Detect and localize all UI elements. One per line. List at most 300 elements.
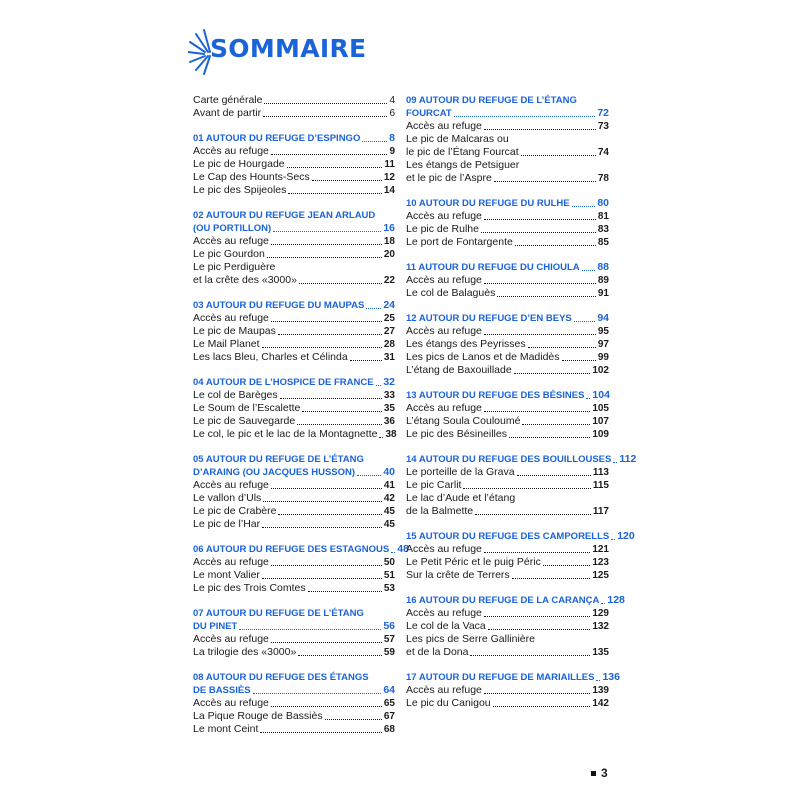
toc-entry[interactable] [406, 274, 609, 287]
toc-entry[interactable] [406, 697, 609, 710]
chapter-heading[interactable] [193, 684, 395, 697]
entry-title: Accès au refuge [193, 633, 269, 645]
dot-leader [493, 706, 591, 707]
entry-title: Le col, le pic et le lac de la Montagnette [193, 428, 378, 440]
toc-entry[interactable] [406, 543, 609, 556]
page-ref: 22 [383, 275, 395, 286]
entry-title: L’étang Soula Couloumé [406, 415, 521, 427]
entry-title: 11 AUTOUR DU REFUGE DU CHIOULA [406, 262, 580, 273]
toc-section [193, 543, 409, 595]
entry-title: Le Mail Planet [193, 338, 260, 350]
chapter-heading[interactable] [193, 222, 395, 235]
toc-entry-line: Le pic de Malcaras ou [406, 133, 509, 145]
dot-leader [488, 629, 591, 630]
entry-title: 06 AUTOUR DU REFUGE DES ESTAGNOUS [193, 544, 390, 555]
page-ref: 31 [383, 352, 395, 363]
dot-leader [509, 437, 590, 438]
entry-title: et la crête des «3000» [193, 274, 297, 286]
dot-leader [271, 706, 382, 707]
entry-title: Le mont Ceint [193, 723, 259, 735]
dot-leader [572, 206, 596, 207]
page-ref: 78 [597, 173, 609, 184]
dot-leader [262, 347, 382, 348]
toc-entry[interactable] [193, 107, 395, 120]
entry-title: Les étangs des Peyrisses [406, 338, 526, 350]
toc-entry[interactable] [193, 402, 395, 415]
chapter-heading[interactable] [193, 620, 395, 633]
page-ref: 65 [383, 698, 395, 709]
entry-title: Le pic des Spijeoles [193, 184, 287, 196]
toc-section [406, 94, 609, 185]
toc-entry-line: Le lac d’Aude et l’étang [406, 492, 516, 504]
toc-entry[interactable] [406, 364, 609, 377]
toc-entry[interactable] [193, 158, 395, 171]
dot-leader [264, 103, 387, 104]
page-ref: 6 [389, 108, 395, 119]
page-ref: 83 [597, 224, 609, 235]
dot-leader [350, 360, 382, 361]
dot-leader [596, 680, 600, 681]
page-ref: 89 [597, 275, 609, 286]
toc-entry[interactable] [193, 235, 395, 248]
page-ref: 25 [383, 313, 395, 324]
page-ref: 132 [592, 621, 609, 632]
dot-leader [271, 565, 382, 566]
page-ref: 8 [389, 132, 395, 144]
page-footer [591, 766, 608, 780]
page-ref: 51 [383, 570, 395, 581]
page-ref: 109 [592, 429, 609, 440]
toc-entry[interactable] [193, 248, 395, 261]
chapter-heading[interactable] [193, 376, 395, 389]
page-ref: 68 [383, 724, 395, 735]
entry-title: Le Cap des Hounts-Secs [193, 171, 310, 183]
toc-entry[interactable] [193, 492, 395, 505]
toc-entry[interactable] [406, 607, 609, 620]
page-ref: 107 [592, 416, 609, 427]
page-ref: 142 [592, 698, 609, 709]
page-ref: 112 [619, 453, 637, 465]
toc-entry[interactable] [406, 338, 609, 351]
dot-leader [280, 398, 382, 399]
entry-title: Le pic Gourdon [193, 248, 265, 260]
entry-title: et le pic de l’Aspre [406, 172, 492, 184]
entry-title: La Pique Rouge de Bassiès [193, 710, 323, 722]
dot-leader [263, 116, 387, 117]
dot-leader [528, 347, 596, 348]
page-ref: 40 [383, 466, 395, 478]
toc-entry[interactable] [193, 697, 395, 710]
toc-entry[interactable] [406, 325, 609, 338]
toc-entry[interactable] [193, 428, 395, 441]
page-ref: 105 [592, 403, 609, 414]
entry-title: Accès au refuge [406, 607, 482, 619]
page-ref: 24 [383, 299, 395, 311]
entry-title: Le col de Balaguès [406, 287, 496, 299]
entry-title: Accès au refuge [406, 210, 482, 222]
toc-entry[interactable] [406, 415, 609, 428]
toc-entry[interactable] [193, 274, 395, 287]
entry-title: Le pic de Rulhe [406, 223, 479, 235]
toc-entry[interactable] [406, 466, 609, 479]
chapter-heading[interactable] [406, 312, 609, 325]
dot-leader [463, 488, 590, 489]
dot-leader [253, 693, 382, 694]
dot-leader [574, 321, 596, 322]
page-ref: 53 [383, 583, 395, 594]
toc-entry[interactable] [406, 146, 609, 159]
page-marker-icon [591, 771, 596, 776]
chapter-heading[interactable] [406, 530, 635, 543]
toc-entry[interactable] [406, 236, 609, 249]
toc-section [193, 607, 395, 659]
toc-entry[interactable] [193, 94, 395, 107]
chapter-title-line: 02 AUTOUR DU REFUGE JEAN ARLAUD [193, 210, 376, 221]
toc-entry-line: Les étangs de Petsiguer [406, 159, 520, 171]
entry-title: et de la Dona [406, 646, 469, 658]
toc-section [193, 671, 395, 736]
dot-leader [271, 154, 388, 155]
entry-title: Le vallon d’Uls [193, 492, 262, 504]
entry-title: 13 AUTOUR DU REFUGE DES BÉSINES [406, 390, 585, 401]
toc-entry[interactable] [406, 428, 609, 441]
entry-title: 04 AUTOUR DE L’HOSPICE DE FRANCE [193, 377, 374, 388]
toc-entry[interactable] [193, 389, 395, 402]
page-header [188, 28, 448, 76]
entry-title: Les lacs Bleu, Charles et Célinda [193, 351, 348, 363]
dot-leader [308, 591, 382, 592]
dot-leader [239, 629, 381, 630]
entry-title: Le pic Carlit [406, 479, 462, 491]
dot-leader [517, 475, 591, 476]
toc-entry[interactable] [193, 518, 395, 531]
page-number: 3 [601, 766, 608, 780]
page-ref: 120 [617, 530, 635, 542]
page-ref: 74 [597, 147, 609, 158]
entry-title: FOURCAT [406, 108, 452, 119]
page-ref: 129 [592, 608, 609, 619]
dot-leader [376, 385, 382, 386]
entry-title: Accès au refuge [193, 697, 269, 709]
toc-entry[interactable] [406, 172, 609, 185]
toc-entry[interactable] [406, 402, 609, 415]
toc-section [193, 94, 395, 120]
entry-title: Les pics de Lanos et de Madidès [406, 351, 560, 363]
entry-title: 16 AUTOUR DU REFUGE DE LA CARANÇA [406, 595, 600, 606]
page-ref: 104 [592, 389, 610, 401]
page-ref: 18 [383, 236, 395, 247]
toc-entry[interactable] [406, 684, 609, 697]
dot-leader [271, 321, 382, 322]
toc-entry[interactable] [193, 582, 395, 595]
page-ref: 128 [607, 594, 625, 606]
toc-entry[interactable] [193, 710, 395, 723]
dot-leader [302, 411, 381, 412]
page-ref: 50 [383, 557, 395, 568]
page-ref: 9 [389, 146, 395, 157]
dot-leader [297, 424, 382, 425]
page-ref: 11 [384, 159, 395, 170]
dot-leader [366, 308, 381, 309]
toc-entry[interactable] [193, 415, 395, 428]
page-title: SOMMAIRE [210, 34, 367, 63]
toc-section [406, 312, 609, 377]
toc-entry-line: Les pics de Serre Gallinière [406, 633, 535, 645]
dot-leader [481, 232, 596, 233]
chapter-title-line: 08 AUTOUR DU REFUGE DES ÉTANGS [193, 672, 369, 683]
entry-title: 12 AUTOUR DU REFUGE D’EN BEYS [406, 313, 572, 324]
entry-title: Le pic de Crabère [193, 505, 277, 517]
entry-title: Accès au refuge [406, 120, 482, 132]
dot-leader [271, 244, 382, 245]
page-ref: 72 [597, 107, 609, 119]
toc-entry[interactable] [406, 569, 609, 582]
toc-section [406, 261, 609, 300]
dot-leader [278, 334, 382, 335]
toc-entry[interactable] [406, 505, 609, 518]
dot-leader [601, 603, 605, 604]
dot-leader [325, 719, 382, 720]
chapter-heading[interactable] [193, 543, 409, 556]
page-ref: 42 [383, 493, 395, 504]
toc-entry[interactable] [406, 620, 609, 633]
entry-title: Le pic des Trois Comtes [193, 582, 306, 594]
page-ref: 115 [592, 480, 609, 491]
toc-entry[interactable] [406, 223, 609, 236]
dot-leader [521, 155, 596, 156]
toc-entry[interactable] [193, 351, 395, 364]
entry-title: Le col de Barèges [193, 389, 278, 401]
page-ref: 81 [597, 211, 609, 222]
dot-leader [263, 501, 382, 502]
entry-title: Le port de Fontargente [406, 236, 513, 248]
entry-title: Le pic des Bésineilles [406, 428, 507, 440]
chapter-title-line: 07 AUTOUR DU REFUGE DE L’ÉTANG [193, 608, 364, 619]
chapter-heading[interactable] [406, 594, 625, 607]
page-ref: 99 [597, 352, 609, 363]
entry-title: 10 AUTOUR DU REFUGE DU RULHE [406, 198, 570, 209]
toc-column-left [193, 94, 409, 748]
toc-entry[interactable] [406, 120, 609, 133]
toc-section [193, 132, 395, 197]
toc-entry[interactable] [406, 646, 609, 659]
entry-title: DU PINET [193, 621, 238, 632]
page-ref: 36 [383, 416, 395, 427]
toc-section [406, 453, 637, 518]
dot-leader [299, 283, 382, 284]
entry-title: 14 AUTOUR DU REFUGE DES BOUILLOUSES [406, 454, 612, 465]
toc-entry[interactable] [193, 338, 395, 351]
entry-title: DE BASSIÈS [193, 685, 251, 696]
dot-leader [494, 181, 596, 182]
page-ref: 48 [397, 543, 409, 555]
entry-title: Sur la crête de Terrers [406, 569, 510, 581]
page-ref: 14 [383, 185, 395, 196]
toc-entry[interactable] [193, 479, 395, 492]
page-ref: 32 [383, 376, 395, 388]
page-ref: 41 [383, 480, 395, 491]
toc-section [406, 389, 609, 441]
toc-section [193, 376, 395, 441]
dot-leader [262, 527, 382, 528]
toc-entry[interactable] [193, 184, 395, 197]
toc-entry[interactable] [193, 312, 395, 325]
dot-leader [613, 462, 617, 463]
entry-title: Accès au refuge [193, 556, 269, 568]
page-ref: 59 [383, 647, 395, 658]
page-ref: 135 [592, 647, 609, 658]
entry-title: Le pic de Sauvegarde [193, 415, 296, 427]
page-ref: 33 [383, 390, 395, 401]
page-ref: 94 [597, 312, 609, 324]
dot-leader [484, 219, 596, 220]
chapter-title-line: 05 AUTOUR DU REFUGE DE L’ÉTANG [193, 454, 364, 465]
toc-section [193, 299, 395, 364]
dot-leader [543, 565, 590, 566]
entry-title: Le pic de Hourgade [193, 158, 285, 170]
page-ref: 80 [597, 197, 609, 209]
page-ref: 121 [592, 544, 609, 555]
page-ref: 97 [597, 339, 609, 350]
chapter-heading[interactable] [193, 466, 395, 479]
toc-entry[interactable] [406, 287, 609, 300]
dot-leader [288, 193, 381, 194]
page-ref: 95 [597, 326, 609, 337]
dot-leader [562, 360, 596, 361]
dot-leader [475, 514, 591, 515]
chapter-heading[interactable] [193, 132, 395, 145]
entry-title: 15 AUTOUR DU REFUGE DES CAMPORELLS [406, 531, 610, 542]
chapter-heading[interactable] [406, 453, 637, 466]
dot-leader [287, 167, 383, 168]
entry-title: Accès au refuge [406, 543, 482, 555]
dot-leader [484, 616, 590, 617]
toc-entry-line: Le pic Perdiguère [193, 261, 276, 273]
entry-title: Accès au refuge [406, 402, 482, 414]
dot-leader [484, 129, 596, 130]
dot-leader [522, 424, 590, 425]
toc-entry[interactable] [193, 633, 395, 646]
entry-title: La trilogie des «3000» [193, 646, 297, 658]
entry-title: 01 AUTOUR DU REFUGE D’ESPINGO [193, 133, 361, 144]
page-ref: 16 [383, 222, 395, 234]
toc-entry[interactable] [406, 351, 609, 364]
toc-entry[interactable] [193, 145, 395, 158]
dot-leader [278, 514, 381, 515]
entry-title: 03 AUTOUR DU REFUGE DU MAUPAS [193, 300, 365, 311]
chapter-heading[interactable] [406, 197, 609, 210]
toc-entry[interactable] [193, 505, 395, 518]
entry-title: Accès au refuge [193, 312, 269, 324]
toc-entry[interactable] [193, 723, 395, 736]
entry-title: Le pic de Maupas [193, 325, 276, 337]
page-ref: 64 [383, 684, 395, 696]
dot-leader [312, 180, 382, 181]
entry-title: Le Soum de l’Escalette [193, 402, 301, 414]
chapter-heading[interactable] [406, 389, 609, 402]
dot-leader [514, 373, 591, 374]
dot-leader [484, 693, 590, 694]
entry-title: Accès au refuge [193, 235, 269, 247]
chapter-title-line: 09 AUTOUR DU REFUGE DE L’ÉTANG [406, 95, 577, 106]
entry-title: D’ARAING (OU JACQUES HUSSON) [193, 467, 356, 478]
toc-column-right [406, 94, 637, 722]
page-ref: 102 [592, 365, 609, 376]
dot-leader [497, 296, 596, 297]
dot-leader [298, 655, 382, 656]
toc-entry[interactable] [193, 325, 395, 338]
dot-leader [454, 116, 596, 117]
page-ref: 57 [383, 634, 395, 645]
toc-section [193, 209, 395, 287]
page-ref: 12 [383, 172, 395, 183]
chapter-heading[interactable] [406, 261, 609, 274]
page-ref: 113 [592, 467, 609, 478]
toc-entry[interactable] [193, 556, 395, 569]
chapter-heading[interactable] [406, 671, 620, 684]
chapter-heading[interactable] [406, 107, 609, 120]
entry-title: Le mont Valier [193, 569, 260, 581]
dot-leader [357, 475, 381, 476]
dot-leader [611, 539, 615, 540]
entry-title: Carte générale [193, 94, 263, 106]
entry-title: (OU PORTILLON) [193, 223, 272, 234]
entry-title: 17 AUTOUR DU REFUGE DE MARIAILLES [406, 672, 595, 683]
page-ref: 91 [597, 288, 609, 299]
page-ref: 27 [383, 326, 395, 337]
page-ref: 88 [597, 261, 609, 273]
entry-title: Accès au refuge [193, 145, 269, 157]
dot-leader [260, 732, 382, 733]
entry-title: Avant de partir [193, 107, 262, 119]
toc-entry[interactable] [193, 569, 395, 582]
page-ref: 45 [383, 506, 395, 517]
toc-section [406, 594, 625, 659]
entry-title: Accès au refuge [406, 325, 482, 337]
toc-entry[interactable] [406, 556, 609, 569]
entry-title: Le pic de l’Har [193, 518, 261, 530]
page-ref: 20 [383, 249, 395, 260]
entry-title: Le Petit Péric et le puig Péric [406, 556, 541, 568]
dot-leader [362, 141, 387, 142]
dot-leader [484, 334, 596, 335]
toc-section [406, 197, 609, 249]
page-ref: 67 [383, 711, 395, 722]
page-ref: 38 [385, 429, 397, 440]
entry-title: Accès au refuge [406, 684, 482, 696]
page-ref: 4 [389, 95, 395, 106]
page-ref: 125 [592, 570, 609, 581]
toc-entry[interactable] [406, 479, 609, 492]
page-ref: 136 [602, 671, 620, 683]
dot-leader [484, 552, 590, 553]
chapter-heading[interactable] [193, 299, 395, 312]
dot-leader [267, 257, 382, 258]
entry-title: Accès au refuge [406, 274, 482, 286]
toc-section [406, 530, 635, 582]
toc-entry[interactable] [193, 171, 395, 184]
dot-leader [262, 578, 382, 579]
dot-leader [271, 488, 382, 489]
toc-entry[interactable] [406, 210, 609, 223]
dot-leader [273, 231, 381, 232]
toc-section [406, 671, 620, 710]
dot-leader [586, 398, 590, 399]
page-ref: 117 [592, 506, 609, 517]
toc-section [193, 453, 395, 531]
dot-leader [470, 655, 590, 656]
toc-entry[interactable] [193, 646, 395, 659]
